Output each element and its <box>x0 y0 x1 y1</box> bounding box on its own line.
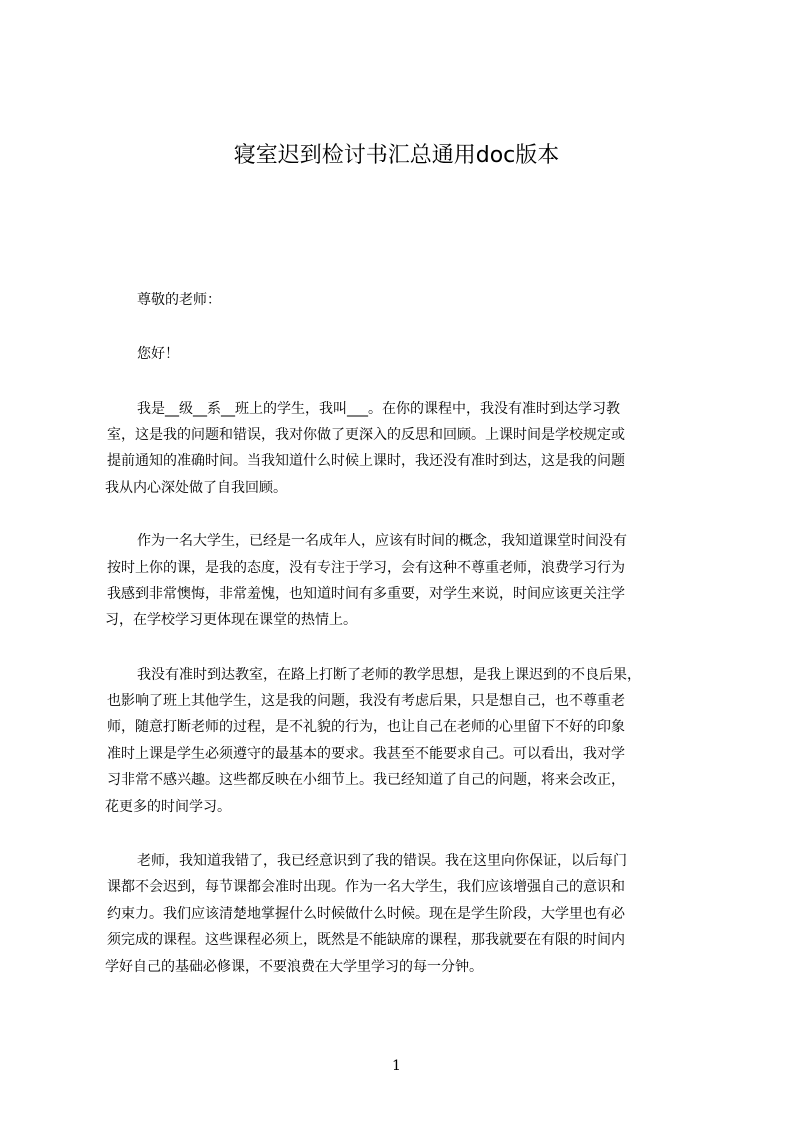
paragraph-line: 花更多的时间学习。 <box>105 799 231 815</box>
greeting: 您好！ <box>137 346 179 362</box>
page-number: 1 <box>392 1058 401 1074</box>
paragraph-line: 我感到非常懊悔，非常羞愧，也知道时间有多重要，对学生来说，时间应该更关注学 <box>107 586 625 602</box>
paragraph-line: 我是__级__系__班上的学生，我叫___。在你的课程中，我没有准时到达学习教 <box>137 401 620 417</box>
paragraph-line: 习非常不感兴趣。这些都反映在小细节上。我已经知道了自己的问题，将来会改正， <box>107 772 625 788</box>
paragraph-line: 课都不会迟到，每节课都会准时出现。作为一名大学生，我们应该增强自己的意识和 <box>107 879 625 895</box>
paragraph-line: 作为一名大学生，已经是一名成年人，应该有时间的概念，我知道课堂时间没有 <box>137 533 627 549</box>
paragraph-line: 也影响了班上其他学生，这是我的问题，我没有考虑后果，只是想自己，也不尊重老 <box>107 693 625 709</box>
paragraph-line: 约束力。我们应该清楚地掌握什么时候做什么时候。现在是学生阶段，大学里也有必 <box>107 906 625 922</box>
paragraph-line: 提前通知的准确时间。当我知道什么时候上课时，我还没有准时到达，这是我的问题 <box>107 453 625 469</box>
paragraph-line: 准时上课是学生必须遵守的最基本的要求。我甚至不能要求自己。可以看出，我对学 <box>107 746 625 762</box>
paragraph-line: 我没有准时到达教室，在路上打断了老师的教学思想，是我上课迟到的不良后果， <box>137 667 641 683</box>
paragraph-line: 须完成的课程。这些课程必须上，既然是不能缺席的课程，那我就要在有限的时间内 <box>107 932 625 948</box>
paragraph-line: 按时上你的课，是我的态度，没有专注于学习，会有这种不尊重老师，浪费学习行为 <box>107 560 625 576</box>
paragraph-line: 习，在学校学习更体现在课堂的热情上。 <box>105 612 357 628</box>
paragraph-line: 我从内心深处做了自我回顾。 <box>105 480 287 496</box>
salutation: 尊敬的老师： <box>137 292 221 308</box>
paragraph-line: 学好自己的基础必修课，不要浪费在大学里学习的每一分钟。 <box>105 959 483 975</box>
paragraph-line: 师，随意打断老师的过程，是不礼貌的行为，也让自己在老师的心里留下不好的印象 <box>107 719 625 735</box>
paragraph-line: 老师，我知道我错了，我已经意识到了我的错误。我在这里向你保证，以后每门 <box>137 853 627 869</box>
document-title: 寝室迟到检讨书汇总通用doc版本 <box>233 143 560 168</box>
paragraph-line: 室，这是我的问题和错误，我对你做了更深入的反思和回顾。上课时间是学校规定或 <box>107 427 625 443</box>
